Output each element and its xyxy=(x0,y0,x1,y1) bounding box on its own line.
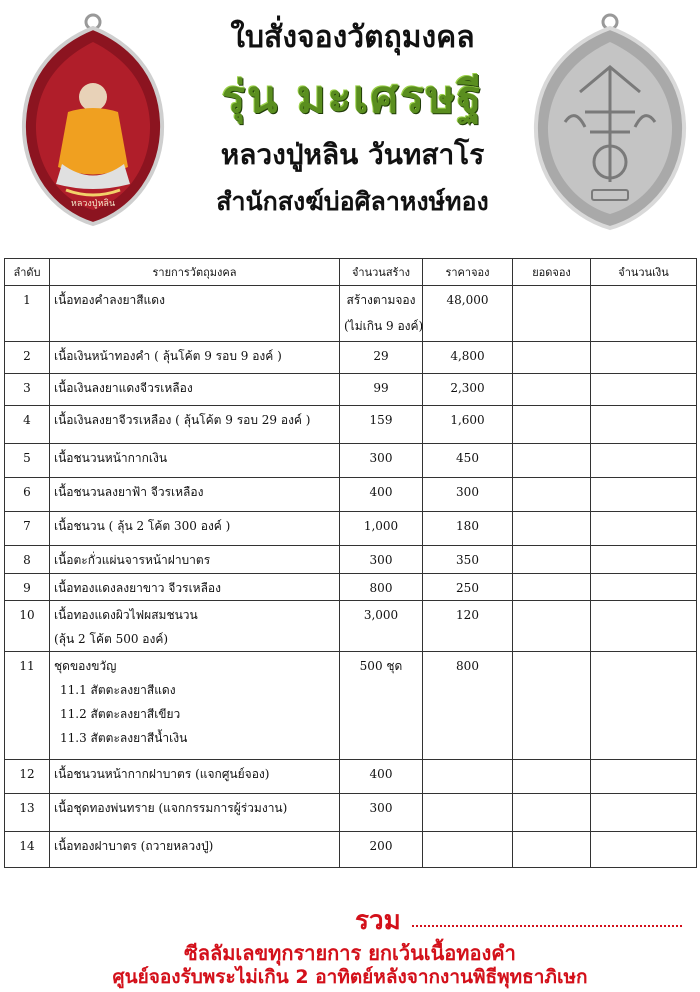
cell-quantity xyxy=(340,546,423,574)
table-row xyxy=(5,444,697,478)
cell-text: 120 xyxy=(456,608,479,622)
cell-quantity xyxy=(340,406,423,444)
cell-text: 500 ชุด xyxy=(359,659,403,673)
cell-text: 11.2 สัตตะลงยาสีเขียว xyxy=(60,707,181,721)
cell-reserved-input[interactable] xyxy=(513,342,591,374)
cell-amount-input[interactable] xyxy=(591,574,697,601)
cell-text: 9 xyxy=(23,581,31,595)
cell-reserved-input[interactable] xyxy=(513,546,591,574)
cell-text: 400 xyxy=(369,767,393,781)
amulet-caption: หลวงปู่หลิน xyxy=(70,199,116,209)
cell-text: 300 xyxy=(369,553,393,567)
table-row xyxy=(5,374,697,406)
cell-price xyxy=(423,832,513,868)
cell-amount-input[interactable] xyxy=(591,794,697,832)
cell-text: 6 xyxy=(23,485,31,499)
cell-text: 3 xyxy=(23,381,31,395)
cell-reserved-input[interactable] xyxy=(513,832,591,868)
cell-text: 10 xyxy=(19,608,35,622)
cell-amount-input[interactable] xyxy=(591,760,697,794)
cell-price xyxy=(423,546,513,574)
cell-amount-input[interactable] xyxy=(591,478,697,512)
cell-no xyxy=(5,652,50,760)
table-row xyxy=(5,574,697,601)
cell-quantity xyxy=(340,286,423,342)
cell-text: 450 xyxy=(456,451,479,465)
cell-text: 250 xyxy=(456,581,479,595)
cell-text: 800 xyxy=(456,659,479,673)
cell-text: 2 xyxy=(23,349,31,363)
cell-quantity xyxy=(340,574,423,601)
cell-no xyxy=(5,794,50,832)
cell-reserved-input[interactable] xyxy=(513,574,591,601)
cell-no xyxy=(5,546,50,574)
cell-price xyxy=(423,512,513,546)
cell-item-name xyxy=(50,832,340,868)
cell-text: เนื้อทองแดงลงยาขาว จีวรเหลือง xyxy=(54,581,221,595)
cell-text: ชุดของขวัญ xyxy=(54,659,117,673)
cell-reserved-input[interactable] xyxy=(513,374,591,406)
cell-text: เนื้อชนวนหน้ากากเงิน xyxy=(54,451,168,465)
cell-amount-input[interactable] xyxy=(591,546,697,574)
cell-item-name xyxy=(50,760,340,794)
cell-item-name xyxy=(50,286,340,342)
table-header-row xyxy=(5,259,697,286)
cell-reserved-input[interactable] xyxy=(513,652,591,760)
col-header-item: รายการวัตถุมงคล xyxy=(50,259,340,286)
cell-text: 800 xyxy=(369,581,393,595)
table-row xyxy=(5,652,697,760)
cell-reserved-input[interactable] xyxy=(513,406,591,444)
cell-no xyxy=(5,760,50,794)
cell-amount-input[interactable] xyxy=(591,342,697,374)
cell-price xyxy=(423,444,513,478)
cell-text: 300 xyxy=(456,485,479,499)
cell-item-name xyxy=(50,574,340,601)
cell-text: 13 xyxy=(19,801,35,815)
amulet-back-image xyxy=(530,12,690,232)
cell-text: 11.3 สัตตะลงยาสีน้ำเงิน xyxy=(60,731,188,745)
col-header-quantity: จำนวนสร้าง xyxy=(340,259,423,286)
cell-price xyxy=(423,478,513,512)
table-row xyxy=(5,286,697,342)
col-header-no: ลำดับ xyxy=(5,259,50,286)
cell-item-name xyxy=(50,444,340,478)
cell-no xyxy=(5,374,50,406)
cell-no xyxy=(5,574,50,601)
cell-no xyxy=(5,832,50,868)
table-row xyxy=(5,478,697,512)
cell-item-name xyxy=(50,512,340,546)
cell-price xyxy=(423,374,513,406)
cell-price xyxy=(423,286,513,342)
cell-reserved-input[interactable] xyxy=(513,286,591,342)
cell-item-name xyxy=(50,342,340,374)
cell-item-name xyxy=(50,478,340,512)
cell-text: เนื้อชนวนลงยาฟ้า จีวรเหลือง xyxy=(54,485,204,499)
cell-quantity xyxy=(340,652,423,760)
cell-price xyxy=(423,574,513,601)
cell-reserved-input[interactable] xyxy=(513,444,591,478)
cell-item-name xyxy=(50,546,340,574)
cell-reserved-input[interactable] xyxy=(513,512,591,546)
cell-text: 400 xyxy=(369,485,393,499)
cell-text: 1,000 xyxy=(363,519,399,533)
cell-text: 350 xyxy=(456,553,479,567)
cell-text: 180 xyxy=(456,519,479,533)
table-row xyxy=(5,406,697,444)
cell-text: 159 xyxy=(369,413,393,427)
total-label: รวม xyxy=(355,906,401,936)
cell-text: เนื้อเงินหน้าทองคำ ( ลุ้นโค้ต 9 รอบ 9 องค์ ) xyxy=(54,349,282,363)
order-table xyxy=(4,258,697,868)
cell-text: เนื้อทองคำลงยาสีแดง xyxy=(54,293,165,307)
cell-reserved-input[interactable] xyxy=(513,478,591,512)
cell-text: เนื้อทองฝาบาตร (ถวายหลวงปู่) xyxy=(54,839,214,853)
cell-no xyxy=(5,601,50,652)
cell-quantity xyxy=(340,794,423,832)
cell-text: 14 xyxy=(19,839,35,853)
cell-item-name xyxy=(50,601,340,652)
cell-text: 2,300 xyxy=(450,381,485,395)
cell-text: เนื้อชุดทองพ่นทราย (แจกกรรมการผู้ร่วมงาน) xyxy=(54,801,288,815)
table-row xyxy=(5,832,697,868)
cell-text: 300 xyxy=(369,801,393,815)
table-row xyxy=(5,546,697,574)
temple-name: สำนักสงฆ์บ่อศิลาหงษ์ทอง xyxy=(216,187,489,216)
cell-price xyxy=(423,342,513,374)
footer-note-1: ซีลลัมเลขทุกรายการ ยกเว้นเนื้อทองคำ xyxy=(184,941,516,965)
cell-amount-input[interactable] xyxy=(591,832,697,868)
table-row xyxy=(5,794,697,832)
cell-amount-input[interactable] xyxy=(591,512,697,546)
monk-name: หลวงปู่หลิน วันทสาโร xyxy=(220,138,485,171)
cell-no xyxy=(5,512,50,546)
cell-text: (ลุ้น 2 โค้ต 500 องค์) xyxy=(54,632,169,646)
cell-text: 29 xyxy=(373,349,389,363)
footer-note-2: ศูนย์จองรับพระไม่เกิน 2 อาทิตย์หลังจากงานพิธีพุทธาภิเษก xyxy=(112,966,588,988)
cell-item-name xyxy=(50,652,340,760)
cell-item-name xyxy=(50,406,340,444)
form-title: ใบสั่งจองวัตถุมงคล xyxy=(230,20,475,55)
cell-text: เนื้อเงินลงยาจีวรเหลือง ( ลุ้นโค้ต 9 รอบ 29 องค์ ) xyxy=(54,413,311,427)
cell-no xyxy=(5,406,50,444)
cell-text: เนื้อเงินลงยาแดงจีวรเหลือง xyxy=(54,381,193,395)
cell-amount-input[interactable] xyxy=(591,406,697,444)
cell-amount-input[interactable] xyxy=(591,652,697,760)
col-header-amount: จำนวนเงิน xyxy=(591,259,697,286)
cell-amount-input[interactable] xyxy=(591,374,697,406)
cell-text: เนื้อตะกั่วแผ่นจารหน้าฝาบาตร xyxy=(54,553,211,567)
cell-item-name xyxy=(50,794,340,832)
cell-text: สร้างตามจอง xyxy=(346,293,416,307)
cell-reserved-input[interactable] xyxy=(513,601,591,652)
cell-reserved-input[interactable] xyxy=(513,760,591,794)
cell-text: 5 xyxy=(23,451,31,465)
cell-text: 1 xyxy=(23,293,31,307)
cell-text: เนื้อชนวนหน้ากากฝาบาตร (แจกศูนย์จอง) xyxy=(54,767,270,781)
table-row xyxy=(5,512,697,546)
table-row xyxy=(5,601,697,652)
cell-text: 11.1 สัตตะลงยาสีแดง xyxy=(60,683,176,697)
cell-amount-input[interactable] xyxy=(591,286,697,342)
edition-title: รุ่น มะเศรษฐี xyxy=(221,72,484,123)
cell-price xyxy=(423,406,513,444)
cell-quantity xyxy=(340,444,423,478)
cell-text: 12 xyxy=(19,767,35,781)
cell-reserved-input[interactable] xyxy=(513,794,591,832)
cell-quantity xyxy=(340,342,423,374)
cell-price xyxy=(423,794,513,832)
table-row xyxy=(5,760,697,794)
cell-text: 300 xyxy=(369,451,393,465)
cell-no xyxy=(5,286,50,342)
col-header-price: ราคาจอง xyxy=(423,259,513,286)
cell-price xyxy=(423,652,513,760)
cell-text: (ไม่เกิน 9 องค์) xyxy=(344,319,424,333)
cell-text: 8 xyxy=(23,553,31,567)
cell-quantity xyxy=(340,601,423,652)
cell-amount-input[interactable] xyxy=(591,601,697,652)
cell-quantity xyxy=(340,478,423,512)
cell-no xyxy=(5,342,50,374)
cell-text: 200 xyxy=(369,839,393,853)
total-fill-line xyxy=(412,925,682,927)
cell-text: 1,600 xyxy=(450,413,485,427)
col-header-reserved: ยอดจอง xyxy=(513,259,591,286)
cell-price xyxy=(423,760,513,794)
cell-text: 4,800 xyxy=(450,349,485,363)
cell-quantity xyxy=(340,374,423,406)
cell-text: 4 xyxy=(23,413,31,427)
table-row xyxy=(5,342,697,374)
cell-amount-input[interactable] xyxy=(591,444,697,478)
cell-text: 3,000 xyxy=(363,608,399,622)
cell-item-name xyxy=(50,374,340,406)
cell-text: เนื้อชนวน ( ลุ้น 2 โค้ต 300 องค์ ) xyxy=(54,519,231,533)
cell-no xyxy=(5,444,50,478)
cell-quantity xyxy=(340,832,423,868)
cell-quantity xyxy=(340,760,423,794)
cell-text: 7 xyxy=(23,519,31,533)
cell-text: 11 xyxy=(19,659,35,673)
cell-quantity xyxy=(340,512,423,546)
cell-text: 99 xyxy=(373,381,389,395)
cell-text: เนื้อทองแดงผิวไฟผสมชนวน xyxy=(54,608,198,622)
cell-no xyxy=(5,478,50,512)
amulet-front-image xyxy=(18,12,168,227)
cell-price xyxy=(423,601,513,652)
cell-text: 48,000 xyxy=(446,293,489,307)
